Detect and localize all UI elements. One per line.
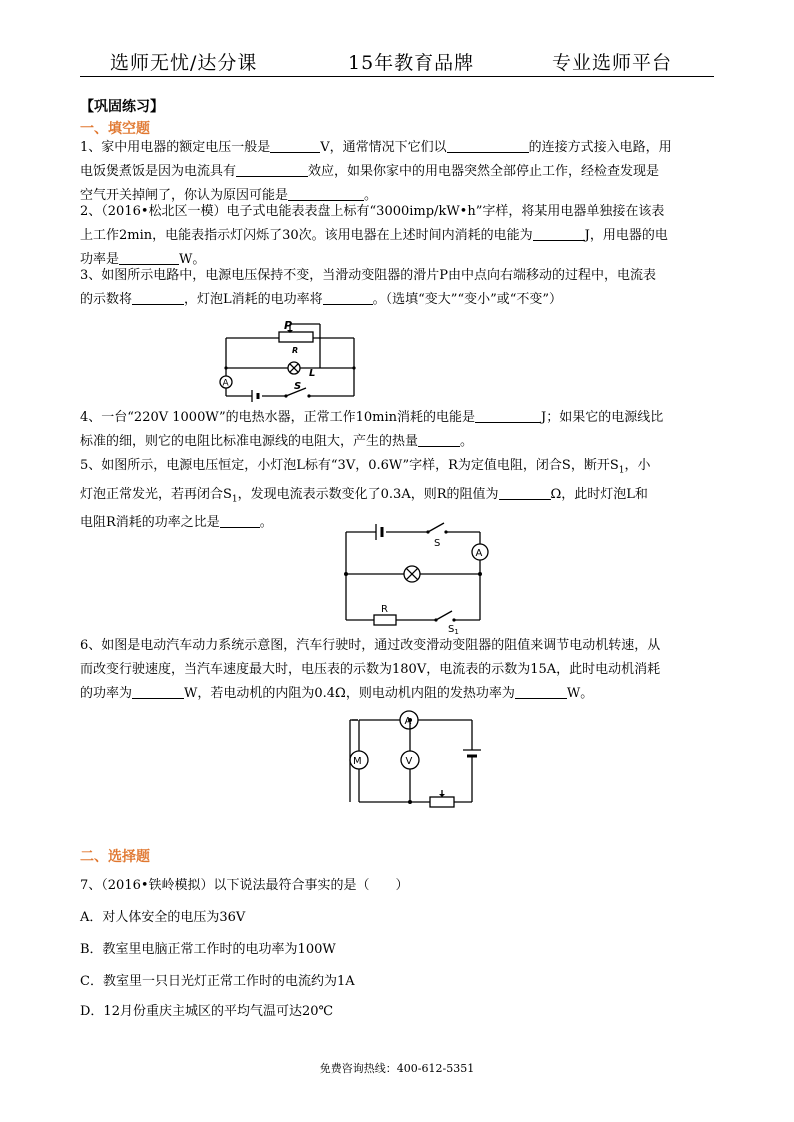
q2-text: 2、（2016•松北区一模）电子式电能表表盘上标有“3000imp/kW•h”字样，将某用电器单独接在该表: [80, 204, 665, 219]
question-7-stem: 7、（2016•铁岭模拟）以下说法最符合事实的是（ ）: [80, 878, 409, 893]
q4-text: J；如果它的电源线比: [540, 410, 664, 425]
header-right: 专业选师平台: [552, 52, 673, 74]
footer-hotline: 免费咨询热线：400-612-5351: [319, 1062, 475, 1075]
blank: [132, 289, 184, 305]
blank: [533, 225, 585, 241]
blank: [323, 289, 373, 305]
q3-text: 3、如图所示电路中，电源电压保持不变，当滑动变阻器的滑片P由中点向右端移动的过程中，电流表: [80, 268, 657, 283]
q1-text: 的连接方式接入电路，用: [528, 140, 672, 155]
subscript: 1: [231, 494, 238, 505]
blank: [220, 512, 260, 528]
q2-text: W。: [179, 252, 206, 267]
subscript: 1: [618, 465, 625, 476]
blank: [418, 431, 460, 447]
q6-text: 而改变行驶速度，当汽车速度最大时，电压表的示数为180V，电流表的示数为15A，此时电动机消耗: [80, 662, 661, 677]
q5-text: ，发现电流表示数变化了0.3A，则R的阻值为: [237, 486, 499, 502]
ammeter-label: A: [404, 716, 412, 727]
option-c: C．教室里一只日光灯正常工作时的电流约为1A: [80, 974, 355, 989]
q5-text: 电阻R消耗的功率之比是: [80, 515, 220, 531]
q6-text: 6、如图是电动汽车动力系统示意图，汽车行驶时，通过改变滑动变阻器的阻值来调节电动机转速，从: [80, 638, 661, 653]
q1-text: 电饭煲煮饭是因为电流具有: [80, 164, 237, 179]
q6-text: W，若电动机的内阻为0.4Ω，则电动机内阻的发热功率为: [184, 686, 515, 701]
q4-text: 4、一台“220V 1000W”的电热水器，正常工作10min消耗的电能是: [80, 410, 475, 425]
label-P: P: [284, 319, 293, 332]
option-d: D．12月份重庆主城区的平均气温可达20℃: [80, 1004, 334, 1019]
q1-text: 。: [364, 188, 378, 203]
q3-text: 的示数将: [80, 292, 133, 307]
q1-text: 效应，如果你家中的用电器突然全部停止工作，经检查发现是: [308, 164, 660, 179]
header-center: 15年教育品牌: [348, 52, 475, 74]
section-tag: 【巩固练习】: [80, 99, 164, 115]
circuit-diagram-3: [342, 706, 482, 808]
blank: [475, 407, 541, 423]
section-heading-fill: 一、填空题: [80, 121, 150, 137]
blank: [236, 161, 308, 177]
q6-text: W。: [566, 686, 594, 701]
blank: [499, 484, 551, 500]
blank: [447, 137, 529, 153]
q1-text: V，通常情况下它们以: [320, 140, 447, 155]
label-R: R: [381, 604, 388, 615]
ammeter-label: A: [222, 378, 229, 389]
q2-text: 上工作2min，电能表指示灯闪烁了30次。该用电器在上述时间内消耗的电能为: [80, 228, 533, 243]
header-rule: [80, 76, 714, 77]
question-2: [80, 200, 720, 272]
label-S: S: [294, 381, 302, 392]
voltmeter-label: V: [405, 756, 413, 767]
question-1: [80, 136, 720, 208]
q4-text: 标准的细，则它的电阻比标准电源线的电阻大，产生的热量: [80, 434, 419, 449]
q2-text: 功率是: [80, 252, 120, 267]
header-left: 选师无忧/达分课: [110, 52, 258, 74]
q5-text: Ω，此时灯泡L和: [550, 486, 648, 502]
blank: [515, 683, 567, 699]
blank: [288, 185, 364, 201]
circuit-diagram-1: [214, 318, 364, 404]
blank: [119, 249, 179, 265]
q5-text: 。: [259, 515, 273, 531]
q5-text: 5、如图所示，电源电压恒定，小灯泡L标有“3V，0.6W”字样，R为定值电阻，闭合S，断开S: [80, 458, 619, 473]
q5-text: 灯泡正常发光，若再闭合S: [80, 486, 232, 502]
section-heading-choice: 二、选择题: [80, 849, 150, 865]
circuit-diagram-2: [340, 518, 500, 634]
q6-text: 的功率为: [80, 686, 133, 701]
label-R: R: [292, 346, 299, 355]
q1-text: 空气开关掉闸了，你认为原因可能是: [80, 188, 289, 203]
label-S1: $S_1$: [448, 624, 459, 634]
q5-text: ，小: [624, 458, 651, 473]
blank: [132, 683, 184, 699]
option-a: A．对人体安全的电压为36V: [80, 910, 246, 925]
q4-text: 。: [460, 434, 474, 449]
question-6: [80, 634, 720, 706]
label-L: L: [309, 368, 316, 379]
ammeter-label: A: [475, 548, 483, 559]
motor-label: M: [353, 756, 362, 767]
page-header: [80, 48, 714, 74]
question-3: [80, 264, 720, 312]
q1-text: 1、家中用电器的额定电压一般是: [80, 140, 271, 155]
blank: [270, 137, 320, 153]
q3-text: ，灯泡L消耗的电功率将: [184, 292, 323, 307]
option-b: B．教室里电脑正常工作时的电功率为100W: [80, 942, 336, 957]
question-4: [80, 406, 720, 454]
label-S: S: [434, 538, 441, 549]
q3-text: 。（选填“变大”“变小”或“不变”）: [372, 292, 563, 307]
q2-text: J，用电器的电: [584, 228, 668, 243]
